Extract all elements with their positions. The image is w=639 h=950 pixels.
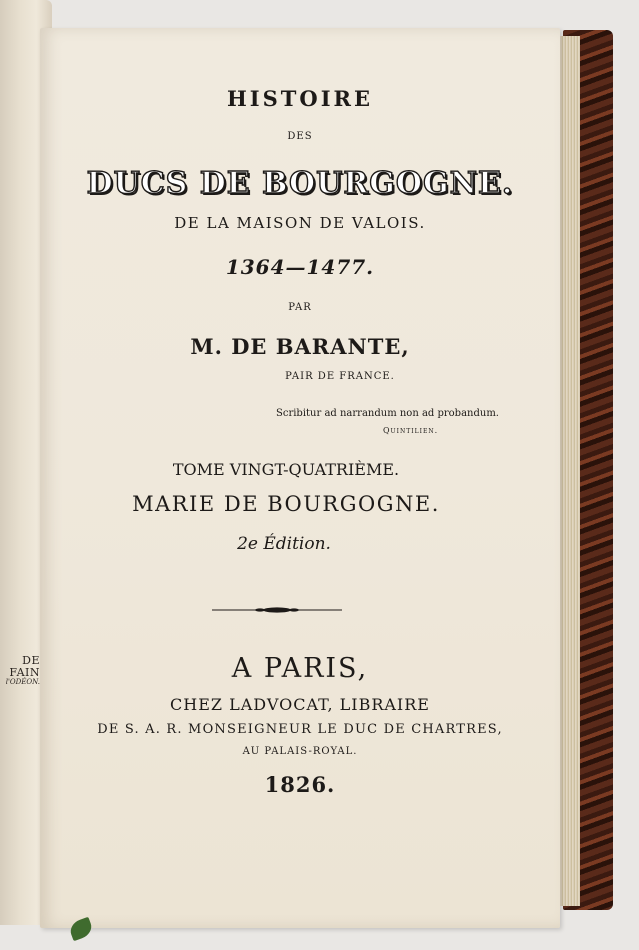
author-name: M. DE BARANTE, [190,334,410,359]
years: 1364—1477. [225,255,375,279]
tome-number: TOME VINGT-QUATRIÈME. [172,460,400,479]
subtitle: DE LA MAISON DE VALOIS. [174,214,426,232]
facing-page-text [0,655,40,687]
by-label: PAR [288,302,312,313]
volume-title: MARIE DE BOURGOGNE. [132,492,440,516]
publication-place: A PARIS, [231,653,369,684]
epigraph-author: Quintilien. [383,426,439,435]
publication-year: 1826. [264,772,336,797]
facing-page-fragment-1: DE FAIN [9,654,40,680]
publisher-location: AU PALAIS-ROYAL. [242,746,358,757]
author-title: PAIR DE FRANCE. [285,371,395,382]
title-des: DES [287,131,313,142]
publisher-patron: DE S. A. R. MONSEIGNEUR LE DUC DE CHARTRES, [97,722,503,737]
ornament-rule [212,606,342,614]
epigraph: Scribitur ad narrandum non ad probandum. [276,408,499,419]
title-page [40,28,560,928]
publisher: CHEZ LADVOCAT, LIBRAIRE [170,695,430,714]
facing-page-fragment-2: l'ODÉON. [5,678,40,687]
main-title: DUCS DE BOURGOGNE. [86,166,514,201]
edition: 2e Édition. [237,534,331,554]
title-histoire: HISTOIRE [226,86,374,111]
